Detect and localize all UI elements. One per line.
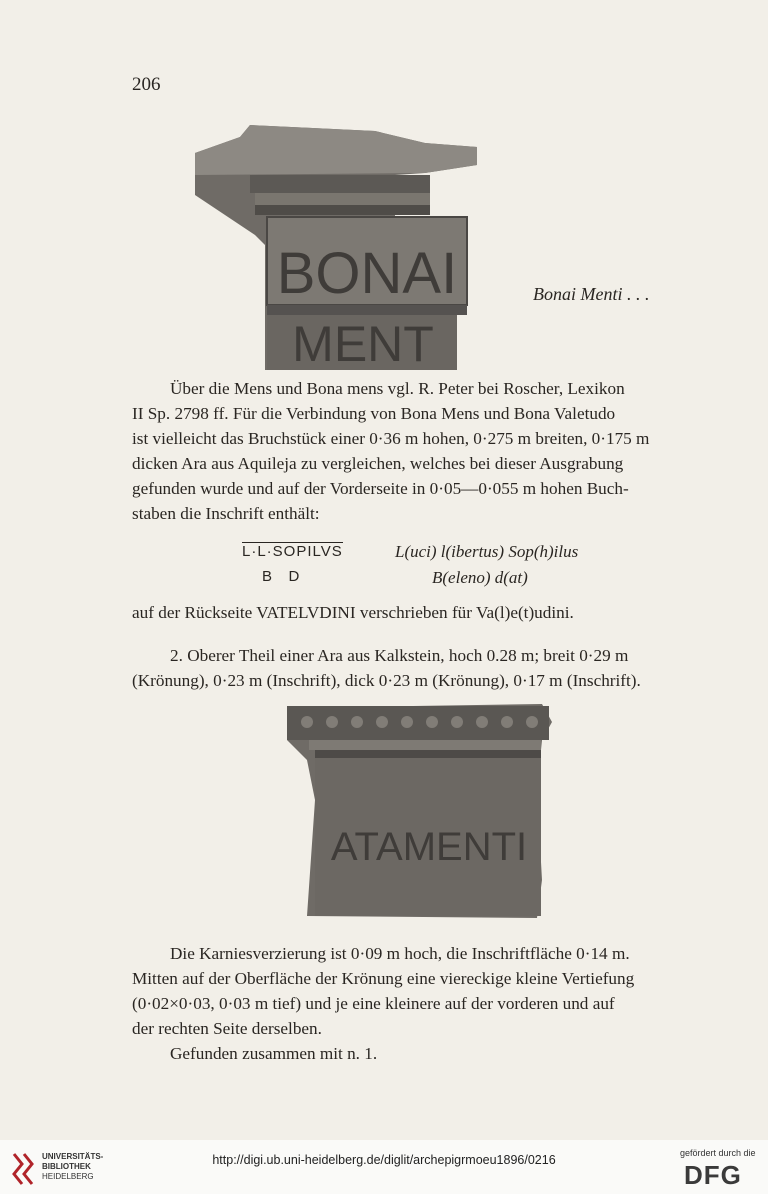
paragraph-4: [132, 941, 726, 1041]
footer-bar: [0, 1140, 768, 1194]
figure1-inscription-line1: BONAI: [276, 241, 458, 306]
paragraph-2-text: auf der Rückseite VATELVDINI verschrieben für Va(l)e(t)udini.: [132, 603, 574, 622]
paragraph-1-line: ist vielleicht das Bruchstück einer 0·36 m hohen, 0·275 m breiten, 0·175 m: [132, 429, 650, 448]
figure-stone-atamenti: [287, 700, 552, 918]
paragraph-4-line: (0·02×0·03, 0·03 m tief) und je eine kleinere auf der vorderen und auf: [132, 994, 615, 1013]
paragraph-1-line: Über die Mens und Bona mens vgl. R. Peter bei Roscher, Lexikon: [170, 379, 625, 398]
inscription-reading-line2: B(eleno) d(at): [432, 568, 528, 587]
dfg-logo: DFG: [684, 1160, 742, 1190]
figure1-caption: Bonai Menti . . .: [533, 284, 650, 304]
paragraph-5-text: Gefunden zusammen mit n. 1.: [170, 1044, 378, 1063]
library-name-line: HEIDELBERG: [42, 1172, 94, 1181]
funder-label: gefördert durch die: [680, 1148, 756, 1158]
figure1-inscription-line2: MENT: [292, 316, 434, 370]
paragraph-1: [132, 376, 726, 526]
paragraph-4-line: Mitten auf der Oberfläche der Krönung eine viereckige kleine Vertiefung: [132, 969, 635, 988]
paragraph-5: [132, 1041, 726, 1066]
page-number: 206: [132, 74, 161, 95]
paragraph-3: [132, 643, 726, 693]
paragraph-3-line: 2. Oberer Theil einer Ara aus Kalkstein, hoch 0.28 m; breit 0·29 m: [170, 646, 629, 665]
inscription-original-line1: L·L·SOPILVS: [242, 543, 343, 560]
paragraph-1-line: dicken Ara aus Aquileja zu vergleichen, welches bei dieser Ausgrabung: [132, 454, 624, 473]
figure2-inscription: ATAMENTI: [330, 825, 528, 869]
paragraph-1-line: staben die Inschrift enthält:: [132, 504, 320, 523]
figure-stone-bonai-menti: [195, 125, 480, 370]
paragraph-3-line: (Krönung), 0·23 m (Inschrift), dick 0·23 m (Krönung), 0·17 m (Inschrift).: [132, 671, 641, 690]
source-url-link[interactable]: http://digi.ub.uni-heidelberg.de/diglit/archepigrmoeu1896/0216: [212, 1153, 556, 1167]
paragraph-4-line: der rechten Seite derselben.: [132, 1019, 322, 1038]
inscription-reading-line1: L(uci) l(ibertus) Sop(h)ilus: [395, 542, 579, 561]
library-name-line: BIBLIOTHEK: [42, 1162, 91, 1171]
library-name-line: UNIVERSITÄTS-: [42, 1152, 104, 1161]
paragraph-4-line: Die Karniesverzierung ist 0·09 m hoch, die Inschriftfläche 0·14 m.: [170, 944, 630, 963]
inscription-original-line2: B D: [262, 568, 301, 585]
paragraph-1-line: gefunden wurde und auf der Vorderseite in 0·05—0·055 m hohen Buch-: [132, 479, 629, 498]
paragraph-1-line: II Sp. 2798 ff. Für die Verbindung von Bona Mens und Bona Valetudo: [132, 404, 616, 423]
paragraph-2: [132, 600, 726, 625]
